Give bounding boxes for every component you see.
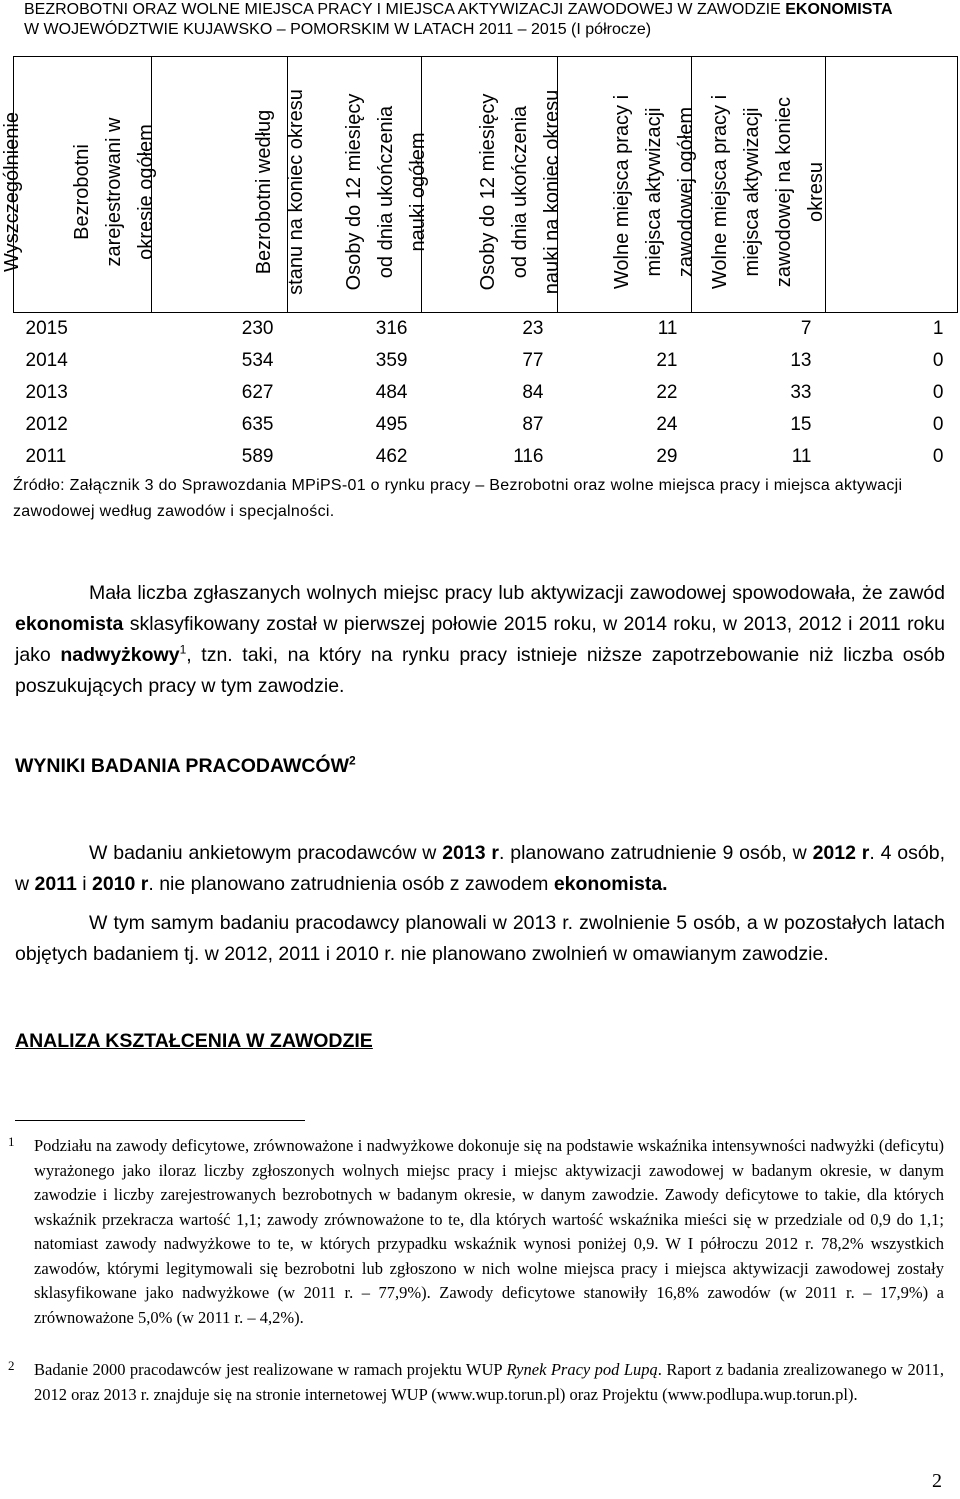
year-cell: 2013	[25, 382, 68, 403]
year-cell: 2015	[25, 318, 68, 339]
table-cell: 462	[375, 446, 408, 467]
table-cell: 316	[375, 318, 408, 339]
paragraph-classification: Mała liczba zgłaszanych wolnych miejsc pracy lub aktywizacji zawodowej spowodowała, że zawód ekonomista sklasyfikowany został w pierwszej połowie 2015 roku, w 2014 roku, w 2013, 2012 i 2011 roku jako nadwyżkowy$^1$, tzn. taki, na który na rynku pracy istnieje niższe zapotrzebowanie niż liczba osób poszukujących pracy w tym zawodzie.	[15, 582, 945, 697]
heading-employer-survey: WYNIKI BADANIA PRACODAWCÓW$^2$	[15, 753, 356, 777]
bold-surplus: nadwyżkowy	[60, 644, 180, 666]
footnote-ref[interactable]: 1	[179, 642, 187, 657]
title-line2: W WOJEWÓDZTWIE KUJAWSKO – POMORSKIM W LATACH 2011 – 2015 (I półrocze)	[24, 21, 652, 38]
header-cell: Wolne miejsca pracy i miejsca aktywizacji zawodowej ogółem	[692, 57, 826, 313]
title-line1: BEZROBOTNI ORAZ WOLNE MIEJSCA PRACY I MIEJSCA AKTYWIZACJI ZAWODOWEJ W ZAWODZIE	[24, 1, 786, 18]
table-cell: 7	[800, 318, 812, 339]
table-cell: 84	[522, 382, 544, 403]
table-cell: 0	[932, 446, 944, 467]
table-row	[14, 377, 958, 409]
table-cell: 23	[522, 318, 544, 339]
paragraph-employment-plans: W badaniu ankietowym pracodawców w 2013 r. planowano zatrudnienie 9 osób, w 2012 r. 4 osób, w 2011 i 2010 r. nie planowano zatrudnienia osób z zawodem ekonomista.	[15, 842, 945, 895]
footnote-divider	[15, 1120, 305, 1121]
paragraph-layoff-plans: W tym samym badaniu pracodawcy planowali w 2013 r. zwolnienie 5 osób, a w pozostałych latach objętych badaniem tj. w 2012, 2011 i 2010 r. nie planowano zwolnień w omawianym zawodzie.	[15, 912, 945, 965]
table-cell: 116	[513, 446, 544, 467]
table-cell: 24	[656, 414, 678, 435]
footnote-2: 2 Badanie 2000 pracodawców jest realizowane w ramach projektu WUP Rynek Pracy pod Lupą. Raport z badania zrealizowanego w 2011, 2012 oraz 2013 r. znajduje się na stronie internetowej WUP (www.wup.torun.pl) oraz Projektu (www.podlupa.wup.torun.pl).	[34, 1358, 944, 1407]
table-row	[14, 345, 958, 377]
year-cell: 2012	[25, 414, 68, 435]
table-cell: 29	[656, 446, 678, 467]
table-cell: 33	[790, 382, 812, 403]
table-cell: 11	[791, 446, 812, 467]
header-cell: Bezrobotni zarejestrowani w okresie ogółem	[152, 57, 288, 313]
table-cell: 13	[790, 350, 812, 371]
header-cell: Osoby do 12 miesięcy od dnia ukończenia nauki ogółem	[422, 57, 558, 313]
footnote-number: 2	[8, 1358, 15, 1373]
project-name: Rynek Pracy pod Lupą	[506, 1360, 658, 1379]
footnote-ref[interactable]: 2	[349, 753, 356, 768]
table-cell: 1	[932, 318, 944, 339]
year-cell: 2014	[25, 350, 68, 371]
table-cell: 627	[241, 382, 274, 403]
table-cell: 635	[241, 414, 274, 435]
table-title	[24, 0, 944, 40]
table-cell: 0	[932, 382, 944, 403]
table-cell: 0	[932, 350, 944, 371]
table-header-row	[14, 57, 958, 313]
page-number: 2	[932, 1470, 942, 1492]
table-cell: 15	[790, 414, 812, 435]
table-cell: 87	[522, 414, 544, 435]
header-cell: Osoby do 12 miesięcy od dnia ukończenia nauki na koniec okresu	[558, 57, 692, 313]
table-row	[14, 441, 958, 473]
statistics-table	[1, 56, 958, 473]
table-cell: 484	[375, 382, 408, 403]
table-source-note: Źródło: Załącznik 3 do Sprawozdania MPiPS-01 o rynku pracy – Bezrobotni oraz wolne miejsca pracy i miejsca aktywacji zawodowej według zawodów i specjalności.	[13, 477, 903, 520]
bold-profession: ekonomista	[15, 613, 124, 635]
table-cell: 359	[375, 350, 408, 371]
header-cell: Wyszczególnienie	[14, 57, 152, 313]
title-profession: EKONOMISTA	[785, 1, 893, 18]
table-row	[14, 313, 958, 346]
table-cell: 495	[375, 414, 408, 435]
table-cell: 22	[656, 382, 678, 403]
table-row	[14, 409, 958, 441]
table-cell: 11	[657, 318, 678, 339]
table-cell: 534	[241, 350, 274, 371]
year-cell: 2011	[25, 446, 67, 467]
table-cell: 0	[932, 414, 944, 435]
table-cell: 21	[656, 350, 678, 371]
table-cell: 589	[241, 446, 274, 467]
heading-education-analysis: ANALIZA KSZTAŁCENIA W ZAWODZIE	[15, 1030, 373, 1052]
table-cell: 77	[522, 350, 544, 371]
footnote-number: 1	[8, 1134, 15, 1149]
table-cell: 230	[241, 318, 274, 339]
header-cell: Wolne miejsca pracy i miejsca aktywizacji zawodowej na koniec okresu	[826, 57, 958, 313]
footnote-1: 1 Podziału na zawody deficytowe, zrównoważone i nadwyżkowe dokonuje się na podstawie wskaźnika intensywności nadwyżki (deficytu) wyrażonego jako iloraz liczby zgłoszonych wolnych miejsc pracy i miejsc aktywizacji zawodowej w badanym okresie, w danym zawodzie i liczby zarejestrowanych bezrobotnych w badanym okresie, w danym zawodzie. Zawody deficytowe to takie, dla których wskaźnik przekracza wartość 1,1; zawody zrównoważone to te, dla których wartość wskaźnika mieści się w przedziale od 0,9 do 1,1; natomiast zawody nadwyżkowe to te, w których przypadku wskaźnik wynosi poniżej 0,9. W I półroczu 2012 r. 78,2% wszystkich zawodów, którymi legitymowali się bezrobotni lub zgłoszono w nich wolne miejsca pracy i miejsca aktywizacji zawodowej zostały sklasyfikowane jako nadwyżkowe (w 2011 r. – 77,9%). Zawody deficytowe stanowiły 16,8% zawodów (w 2011 r. – 17,9%) a zrównoważone 5,0% (w 2011 r. – 4,2%).	[34, 1134, 944, 1330]
header-cell: Bezrobotni według stanu na koniec okresu	[288, 57, 422, 313]
